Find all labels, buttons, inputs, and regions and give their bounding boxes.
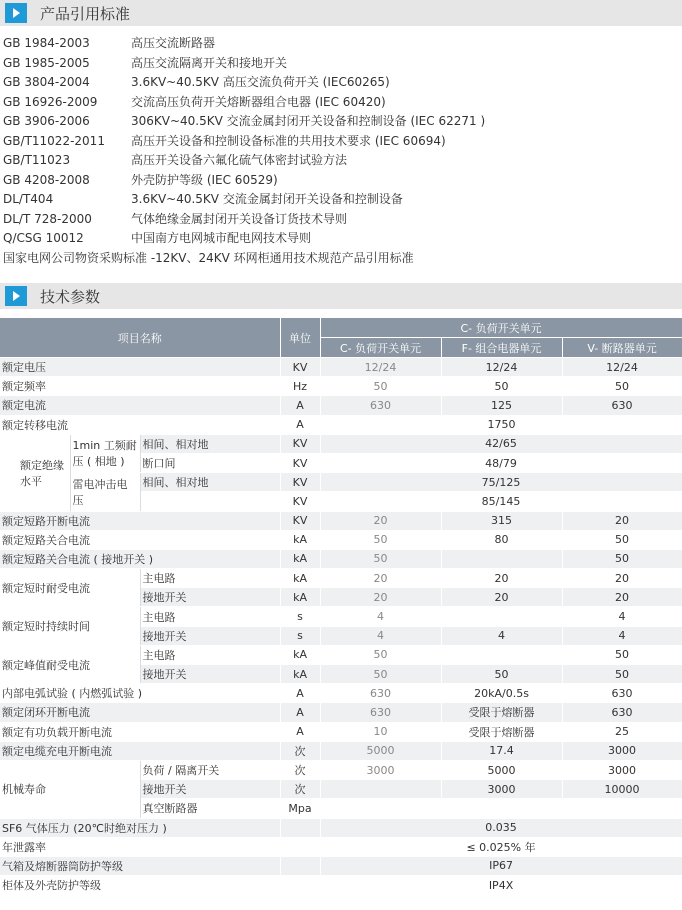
table-cell: A	[280, 396, 320, 415]
table-cell	[320, 799, 441, 818]
standard-row	[0, 112, 682, 132]
table-row	[0, 741, 682, 760]
table-cell: s	[280, 626, 320, 645]
table-cell: 20	[562, 511, 682, 530]
table-cell: 12/24	[562, 358, 682, 377]
table-cell: 12/24	[320, 358, 441, 377]
table-cell: ≤ 0.025% 年	[320, 837, 682, 856]
table-cell: 20	[562, 569, 682, 588]
table-row	[0, 703, 682, 722]
table-cell: IP67	[320, 856, 682, 875]
standard-name: 高压交流断路器	[131, 36, 216, 50]
standard-code: GB 16926-2009	[3, 94, 98, 109]
table-cell: kA	[280, 588, 320, 607]
table-cell: 630	[320, 396, 441, 415]
standards-footer-text: 国家电网公司物资采购标准 -12KV、24KV 环网柜通用技术规范产品引用标准	[3, 250, 414, 265]
table-cell: 50	[441, 665, 562, 684]
standard-code: GB 1984-2003	[3, 36, 90, 50]
standard-row	[0, 210, 682, 230]
table-cell: 接地开关	[140, 780, 280, 799]
table-cell: 20	[320, 569, 441, 588]
table-row	[0, 876, 682, 895]
table-cell: 0.035	[320, 818, 682, 837]
table-cell: 20	[562, 588, 682, 607]
table-row	[0, 358, 682, 377]
standard-code: DL/T404	[3, 192, 54, 206]
table-cell: 4	[320, 607, 441, 626]
table-cell: 断口间	[140, 453, 280, 472]
table-cell: 630	[320, 703, 441, 722]
standard-row	[0, 229, 682, 249]
table-row	[0, 396, 682, 415]
table-cell: 50	[320, 645, 441, 664]
table-cell: 4	[562, 607, 682, 626]
table-cell: 额定电流	[0, 396, 280, 415]
standard-name: 3.6KV~40.5KV 高压交流负荷开关 (IEC60265)	[131, 75, 390, 89]
standard-name: 3.6KV~40.5KV 交流金属封闭开关设备和控制设备	[131, 192, 403, 206]
standard-name: 气体绝缘金属封闭开关设备订货技术导则	[131, 211, 348, 226]
table-cell: 受限于熔断器	[441, 703, 562, 722]
table-cell: 3000	[320, 760, 441, 779]
header-item: 项目名称	[0, 318, 280, 358]
table-cell: 10	[320, 722, 441, 741]
standard-row	[0, 93, 682, 113]
standard-row	[0, 171, 682, 191]
standard-row	[0, 54, 682, 74]
table-cell: KV	[280, 358, 320, 377]
table-cell: 额定短时持续时间	[0, 607, 140, 645]
table-cell: 50	[562, 665, 682, 684]
table-cell	[280, 876, 320, 895]
table-cell: 接地开关	[140, 626, 280, 645]
header-f: F- 组合电器单元	[441, 338, 562, 358]
table-row	[0, 415, 682, 434]
table-cell: 接地开关	[140, 588, 280, 607]
table-row	[0, 377, 682, 396]
table-cell: 额定频率	[0, 377, 280, 396]
table-cell	[441, 549, 562, 568]
standards-footer	[0, 249, 682, 269]
table-cell: 75/125	[320, 473, 682, 492]
standard-row	[0, 151, 682, 171]
table-cell: 50	[562, 377, 682, 396]
play-arrow-icon	[5, 286, 27, 306]
table-cell: 5000	[441, 760, 562, 779]
standard-name: 高压开关设备六氟化硫气体密封试验方法	[131, 153, 348, 167]
table-cell: 50	[562, 530, 682, 549]
standard-row	[0, 132, 682, 152]
table-row	[0, 856, 682, 875]
table-row	[0, 645, 682, 664]
table-cell: A	[280, 703, 320, 722]
table-cell: 真空断路器	[140, 799, 280, 818]
table-cell: 315	[441, 511, 562, 530]
table-row	[0, 549, 682, 568]
section-title: 产品引用标准	[40, 5, 131, 23]
table-cell: 20	[441, 588, 562, 607]
table-cell: 接地开关	[140, 665, 280, 684]
table-cell: IP4X	[320, 876, 682, 895]
table-cell: 17.4	[441, 741, 562, 760]
standard-name: 中国南方电网城市配电网技术导则	[131, 231, 312, 245]
standard-name: 高压开关设备和控制设备标准的共用技术要求 (IEC 60694)	[131, 133, 446, 148]
section-header-standards	[0, 0, 682, 26]
table-cell: 630	[562, 684, 682, 703]
table-cell: 额定绝缘水平	[0, 434, 70, 511]
table-cell: 85/145	[320, 492, 682, 511]
table-cell: 额定闭环开断电流	[0, 703, 280, 722]
standard-code: GB/T11022-2011	[3, 133, 105, 148]
table-cell	[280, 818, 320, 837]
table-cell: 20kA/0.5s	[441, 684, 562, 703]
table-cell: 630	[320, 684, 441, 703]
table-cell: KV	[280, 453, 320, 472]
table-row	[0, 511, 682, 530]
table-cell: KV	[280, 473, 320, 492]
table-cell: 雷电冲击电压	[70, 473, 140, 511]
table-cell: 1750	[441, 415, 562, 434]
table-cell: kA	[280, 549, 320, 568]
table-cell: 额定电缆充电开断电流	[0, 741, 280, 760]
table-cell	[441, 645, 562, 664]
table-cell: 630	[562, 396, 682, 415]
table-cell: 3000	[441, 780, 562, 799]
table-cell: 额定峰值耐受电流	[0, 645, 140, 683]
table-cell	[320, 415, 441, 434]
table-cell: SF6 气体压力 (20℃时绝对压力 )	[0, 818, 280, 837]
standard-name: 交流高压负荷开关熔断器组合电器 (IEC 60420)	[131, 94, 386, 109]
table-cell: 1min 工频耐压 ( 相地 )	[70, 434, 140, 472]
standard-code: GB 4208-2008	[3, 172, 90, 187]
table-cell: 机械寿命	[0, 760, 140, 818]
table-cell: 相间、相对地	[140, 434, 280, 453]
table-cell: 3000	[562, 741, 682, 760]
table-cell: 20	[320, 511, 441, 530]
header-c: C- 负荷开关单元	[320, 338, 441, 358]
table-cell: 相间、相对地	[140, 473, 280, 492]
table-cell: A	[280, 684, 320, 703]
table-cell: 48/79	[320, 453, 682, 472]
section-header-params	[0, 283, 682, 309]
table-cell: KV	[280, 434, 320, 453]
table-cell: kA	[280, 645, 320, 664]
standard-code: GB 3906-2006	[3, 114, 90, 128]
table-cell: 4	[562, 626, 682, 645]
table-cell: 受限于熔断器	[441, 722, 562, 741]
table-cell: kA	[280, 569, 320, 588]
table-cell: 气箱及熔断器筒防护等级	[0, 856, 280, 875]
table-cell: 4	[441, 626, 562, 645]
table-cell: 负荷 / 隔离开关	[140, 760, 280, 779]
table-cell: 25	[562, 722, 682, 741]
table-cell: 3000	[562, 760, 682, 779]
standard-code: GB/T11023	[3, 153, 71, 167]
table-row	[0, 530, 682, 549]
table-row	[0, 722, 682, 741]
standard-name: 高压交流隔离开关和接地开关	[131, 55, 288, 70]
table-cell: KV	[280, 511, 320, 530]
table-cell: 5000	[320, 741, 441, 760]
table-cell: A	[280, 415, 320, 434]
table-cell: kA	[280, 530, 320, 549]
table-cell: 80	[441, 530, 562, 549]
standard-code: GB 1985-2005	[3, 55, 90, 70]
table-cell: 内部电弧试验 ( 内燃弧试验 )	[0, 684, 280, 703]
table-cell: 42/65	[320, 434, 682, 453]
standard-code: Q/CSG 10012	[3, 231, 84, 245]
standard-code: DL/T 728-2000	[3, 211, 92, 226]
header-v: V- 断路器单元	[562, 338, 682, 358]
standard-row	[0, 190, 682, 210]
header-group: C- 负荷开关单元	[320, 318, 682, 338]
table-cell: 4	[320, 626, 441, 645]
table-cell: 次	[280, 760, 320, 779]
table-cell: 50	[562, 645, 682, 664]
table-cell	[441, 607, 562, 626]
table-cell: 主电路	[140, 607, 280, 626]
table-cell: 主电路	[140, 645, 280, 664]
table-cell: 次	[280, 780, 320, 799]
table-cell: s	[280, 607, 320, 626]
table-cell	[280, 856, 320, 875]
table-cell: 50	[441, 377, 562, 396]
table-cell	[140, 492, 280, 511]
table-cell: 额定短路关合电流 ( 接地开关 )	[0, 549, 280, 568]
section-title: 技术参数	[40, 288, 101, 306]
table-cell	[441, 799, 562, 818]
table-cell: 额定有功负载开断电流	[0, 722, 280, 741]
table-cell	[562, 415, 682, 434]
table-cell: KV	[280, 492, 320, 511]
table-row	[0, 607, 682, 626]
table-row	[0, 818, 682, 837]
header-unit: 单位	[280, 318, 320, 358]
table-cell: 年泄露率	[0, 837, 280, 856]
table-row	[0, 684, 682, 703]
standard-code: GB 3804-2004	[3, 75, 90, 89]
table-row	[0, 760, 682, 779]
table-cell: 50	[320, 665, 441, 684]
table-cell: 20	[441, 569, 562, 588]
table-row	[0, 837, 682, 856]
table-cell: 10000	[562, 780, 682, 799]
standard-name: 外壳防护等级 (IEC 60529)	[131, 172, 278, 187]
table-row	[0, 569, 682, 588]
table-cell	[562, 799, 682, 818]
table-row	[0, 434, 682, 453]
table-cell: 50	[562, 549, 682, 568]
table-cell: 额定电压	[0, 358, 280, 377]
standard-row	[0, 34, 682, 54]
table-cell: 20	[320, 588, 441, 607]
table-cell: 主电路	[140, 569, 280, 588]
table-cell: 50	[320, 530, 441, 549]
table-cell: 额定短时耐受电流	[0, 569, 140, 607]
table-cell: Hz	[280, 377, 320, 396]
table-cell: A	[280, 722, 320, 741]
table-cell: 额定转移电流	[0, 415, 280, 434]
table-cell: kA	[280, 665, 320, 684]
table-row	[0, 473, 682, 492]
table-cell: 50	[320, 377, 441, 396]
table-cell: 125	[441, 396, 562, 415]
table-cell: 次	[280, 741, 320, 760]
parameters-table	[0, 318, 682, 895]
play-arrow-icon	[5, 3, 27, 23]
table-cell: 柜体及外壳防护等级	[0, 876, 280, 895]
standard-row	[0, 73, 682, 93]
table-cell: 额定短路开断电流	[0, 511, 280, 530]
table-cell: 额定短路关合电流	[0, 530, 280, 549]
table-cell: 50	[320, 549, 441, 568]
table-cell	[280, 837, 320, 856]
table-cell: 630	[562, 703, 682, 722]
table-cell: 12/24	[441, 358, 562, 377]
table-cell	[320, 780, 441, 799]
standard-name: 306KV~40.5KV 交流金属封闭开关设备和控制设备 (IEC 62271 )	[131, 114, 486, 128]
table-cell: Mpa	[280, 799, 320, 818]
